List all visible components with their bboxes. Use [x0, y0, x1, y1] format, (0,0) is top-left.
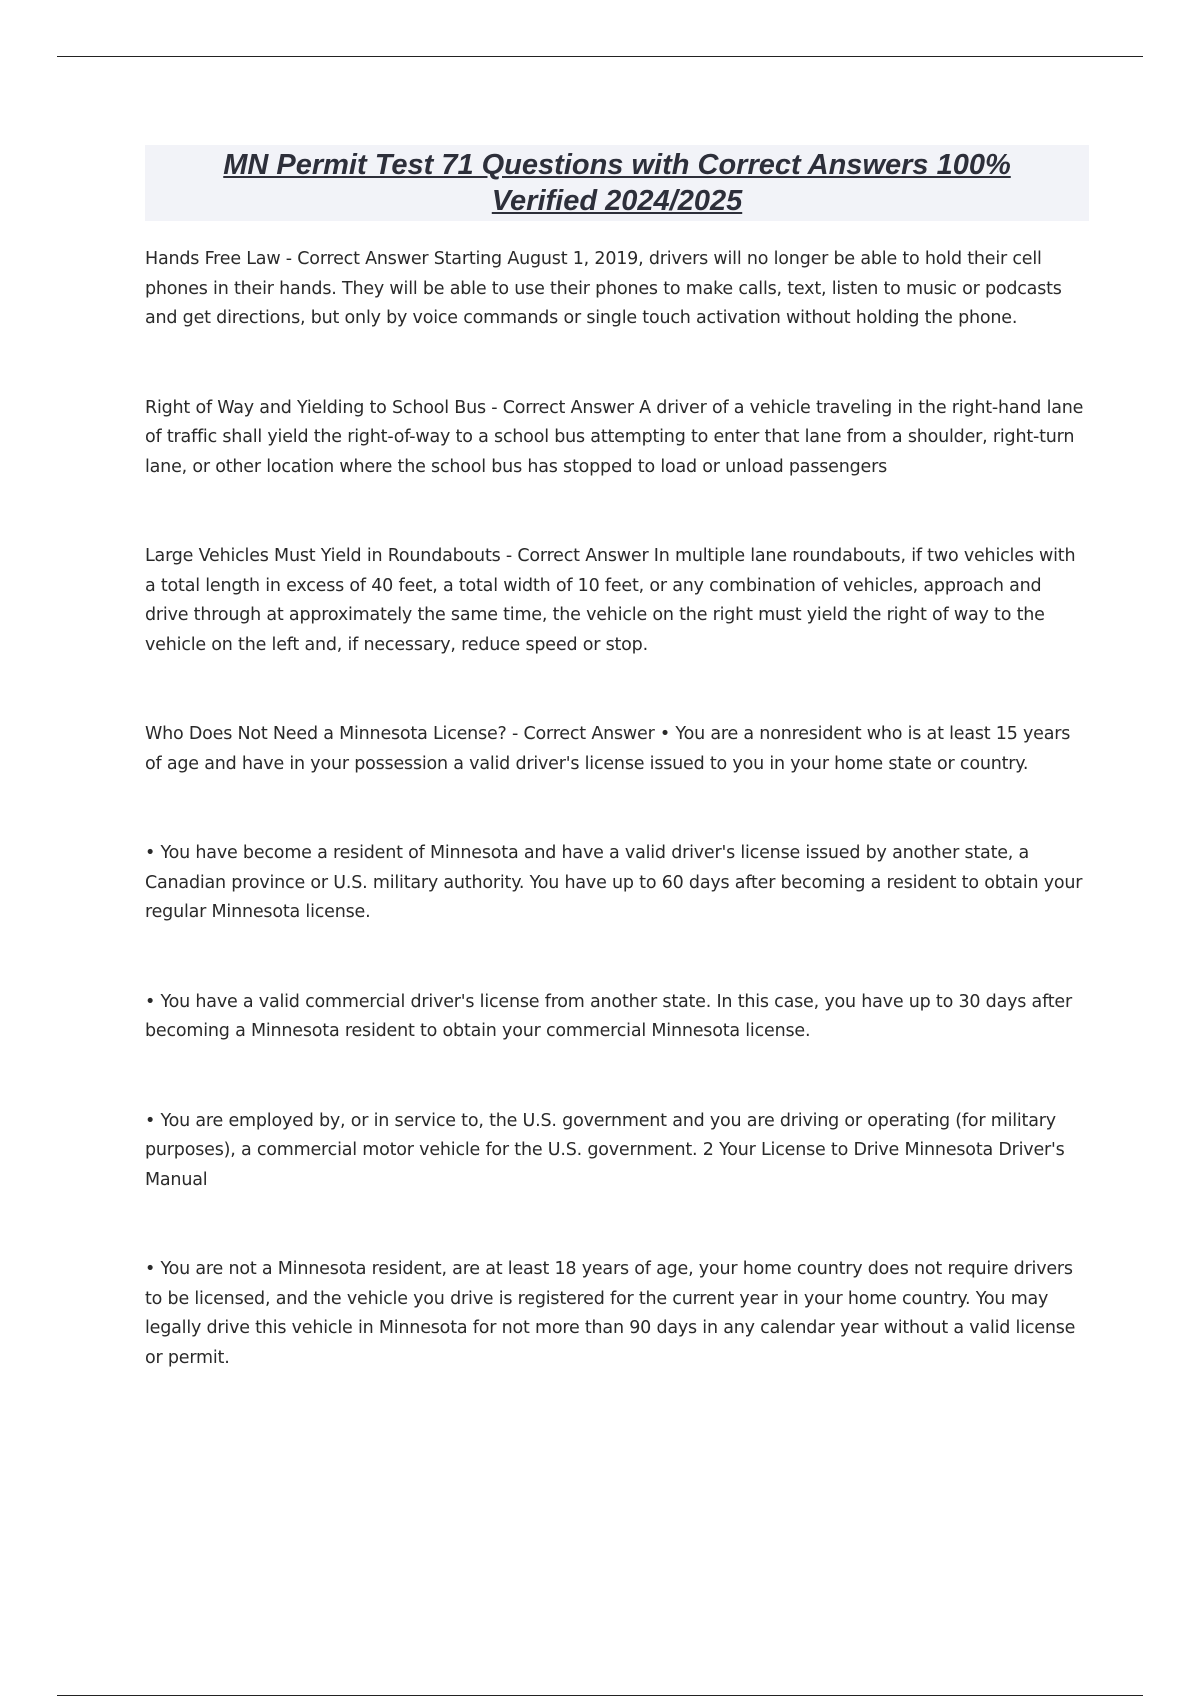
qa-who-does-not-need-license: Who Does Not Need a Minnesota License? - Correct Answer • You are a nonresident who is at least 15 years of age and have in your possession a valid driver's license issued to you in your home state or country.: [145, 724, 1071, 774]
bullet-resident-other-state: • You have become a resident of Minnesota and have a valid driver's license issued by another state, a Canadian province or U.S. military authority. You have up to 60 days after becoming a resident to obtain your regular Minnesota license.: [145, 843, 1083, 922]
footer-divider: [57, 1695, 1143, 1696]
qa-hands-free-law: Hands Free Law - Correct Answer Starting August 1, 2019, drivers will no longer be able to hold their cell phones in their hands. They will be able to use their phones to make calls, text, listen to music or podcasts and get directions, but only by voice commands or single touch activation without holding the phone.: [145, 249, 1062, 328]
qa-school-bus-right-of-way: Right of Way and Yielding to School Bus - Correct Answer A driver of a vehicle traveling in the right-hand lane of traffic shall yield the right-of-way to a school bus attempting to enter that lane from a shoulder, right-turn lane, or other location where the school bus has stopped to load or unload passengers: [145, 397, 1084, 477]
title-line-2: Verified 2024/2025: [491, 185, 743, 217]
bullet-nonresident-90-days: • You are not a Minnesota resident, are at least 18 years of age, your home country does not require drivers to be licensed, and the vehicle you drive is registered for the current year in your home country. You may legally drive this vehicle in Minnesota for not more than 90 days in any calendar year without a valid license or permit.: [145, 1259, 1076, 1368]
qa-roundabouts: Large Vehicles Must Yield in Roundabouts - Correct Answer In multiple lane roundabouts, if two vehicles with a total length in excess of 40 feet, a total width of 10 feet, or any combination of vehicles, approach and drive through at approximately the same time, the vehicle on the right must yield the right of way to the vehicle on the left and, if necessary, reduce speed or stop.: [145, 546, 1076, 655]
document-body: [145, 245, 1090, 1433]
title-line-1: MN Permit Test 71 Questions with Correct Answers 100%: [223, 149, 1011, 181]
header-divider: [57, 56, 1143, 57]
bullet-commercial-license: • You have a valid commercial driver's license from another state. In this case, you have up to 30 days after becoming a Minnesota resident to obtain your commercial Minnesota license.: [145, 991, 1072, 1041]
document-title: [223, 147, 1011, 219]
title-banner: [145, 145, 1089, 221]
bullet-us-government: • You are employed by, or in service to, the U.S. government and you are driving or operating (for military purposes), a commercial motor vehicle for the U.S. government. 2 Your License to Drive Minnesota Driver's Manual: [145, 1110, 1065, 1190]
